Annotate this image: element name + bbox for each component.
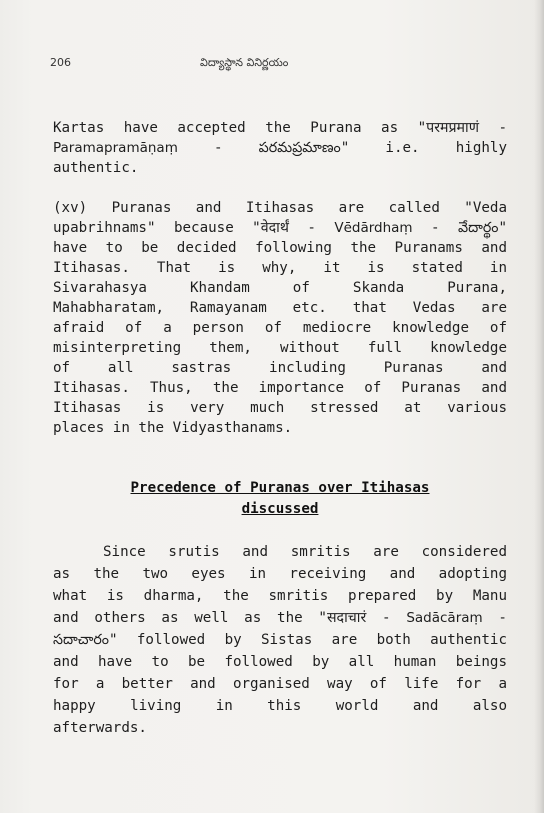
para2-line: of all sastras including Puranas and: [53, 360, 507, 376]
heading-line: Precedence of Puranas over Itihasas: [130, 480, 430, 496]
transliteration: Vēdārdhaṃ: [334, 220, 413, 236]
transliteration: Paramapramāṇaṃ: [53, 140, 178, 156]
page-number: 206: [50, 56, 71, 69]
para2-line: Itihasas. That is why, it is stated in: [53, 260, 507, 276]
para2-line: places in the Vidyasthanams.: [53, 420, 293, 436]
running-title: విద్యాస్థాన వినిర్ణయం: [200, 56, 289, 69]
para1-line: Kartas have accepted the Purana as "परमप्रमाणं -: [53, 120, 507, 136]
para2-line: Itihasas is very much stressed at various: [53, 400, 507, 416]
para2-line: Itihasas. Thus, the importance of Puranas and: [53, 380, 507, 396]
para3-line: for a better and organised way of life for a: [53, 676, 507, 692]
para3-line: [53, 541, 507, 563]
para2-line: Mahabharatam, Ramayanam etc. that Vedas are: [53, 300, 507, 316]
para3-line: and have to be followed by all human beings: [53, 654, 507, 670]
para2-line: (xv) Puranas and Itihasas are called "Veda: [53, 200, 507, 216]
text-span: Since srutis and smritis are considered: [103, 544, 507, 560]
para3-line: afterwards.: [53, 720, 147, 736]
page-body: [53, 118, 507, 739]
para3-line: what is dharma, the smritis prepared by Manu: [53, 588, 507, 604]
text-span: and others as well as the "सदाचारं -: [53, 610, 407, 626]
text-span: upabrihnams" because "वेदार्थं -: [53, 220, 335, 236]
text-span: - పరమప్రమాణం" i.e. highly: [177, 140, 507, 156]
para2-line: afraid of a person of mediocre knowledge of: [53, 320, 507, 336]
para3-line: happy living in this world and also: [53, 698, 507, 714]
page-edge-shadow: [534, 0, 544, 813]
text-span: -: [482, 610, 507, 626]
section-heading: [53, 478, 507, 520]
para3-line: సదాచారం" followed by Sistas are both authentic: [53, 632, 507, 648]
para1-line: authentic.: [53, 160, 139, 176]
para1-line: [53, 138, 507, 158]
para3-line: as the two eyes in receiving and adopting: [53, 566, 507, 582]
para2-line: have to be decided following the Puranams and: [53, 240, 507, 256]
page-header: [50, 56, 484, 74]
text-span: - వేదార్థం": [412, 220, 508, 236]
heading-line: discussed: [241, 501, 319, 517]
para3-line: [53, 607, 507, 629]
para2-line: [53, 218, 507, 238]
para2-line: misinterpreting them, without full knowledge: [53, 340, 507, 356]
para2-line: Sivarahasya Khandam of Skanda Purana,: [53, 280, 507, 296]
transliteration: Sadācāraṃ: [406, 610, 483, 626]
